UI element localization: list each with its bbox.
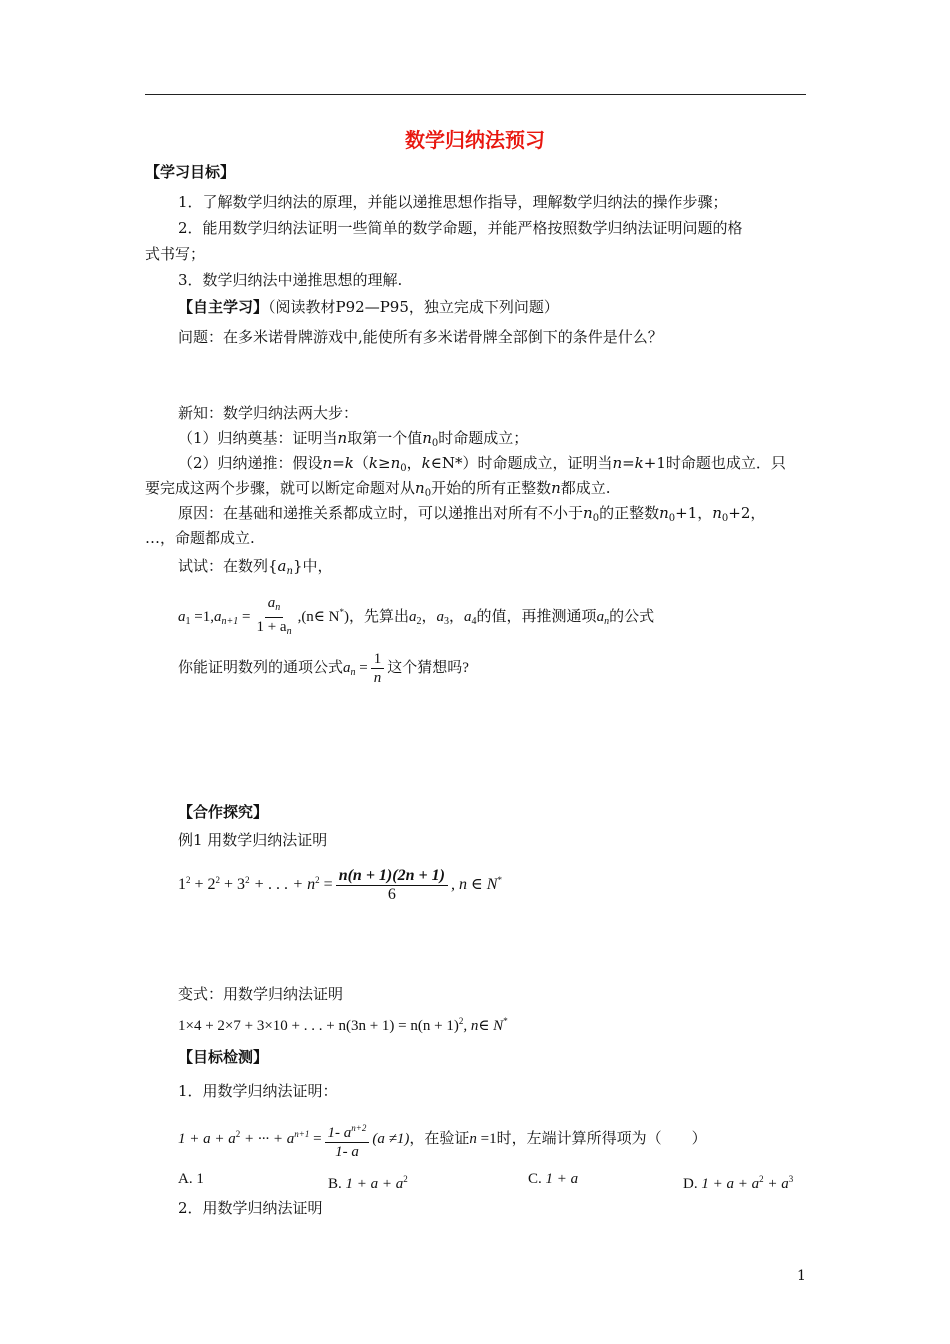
var-k: k — [368, 454, 378, 472]
step-1-text: 时命题成立； — [438, 429, 529, 447]
superscript: * — [503, 1016, 508, 1026]
fraction-denominator: 1- a — [335, 1143, 359, 1160]
math-text: + a — [763, 1176, 789, 1192]
math-text: ,(n∈ N — [297, 609, 340, 625]
fraction-numerator: n(n + 1)(2n + 1) — [336, 867, 448, 886]
subscript: 0 — [668, 513, 676, 524]
step-1-text: 取第一个值 — [347, 429, 423, 447]
try-intro — [178, 556, 333, 582]
math-text: + ··· + a — [240, 1131, 295, 1147]
example-1-label: 例1 用数学归纳法证明 — [178, 831, 328, 849]
try-text: 试试：在数列{ — [178, 557, 278, 575]
superscript: 2 — [403, 1174, 408, 1184]
superscript: 2 — [235, 1129, 241, 1139]
math-text: , n ∈ N — [450, 876, 498, 893]
variant-formula — [178, 1011, 508, 1036]
recurrence-fraction — [253, 594, 294, 641]
reason — [178, 503, 765, 529]
option-a: A. 1 — [178, 1171, 204, 1187]
cooperate-heading: 【合作探究】 — [178, 803, 269, 821]
superscript: 2 — [245, 875, 250, 885]
math-text: = — [309, 1131, 322, 1147]
math-text: 1 + a + a — [701, 1176, 760, 1192]
superscript: 3 — [788, 1174, 794, 1184]
math-text: 1×4 + 2×7 + 3×10 + . . . + n(3n + 1) = n(n + 1) — [178, 1018, 459, 1034]
fraction-denominator — [253, 618, 294, 641]
step-2-text: ≥ — [377, 454, 391, 472]
prove-text: 这个猜想吗? — [387, 660, 469, 676]
math-text: ) — [344, 609, 349, 625]
superscript: * — [339, 607, 344, 617]
sum-of-squares-fraction — [336, 867, 448, 904]
step-2-text: （ — [353, 454, 369, 472]
superscript: n+2 — [351, 1122, 367, 1133]
geometric-sum-fraction — [325, 1119, 370, 1161]
question-2-label: 2．用数学归纳法证明 — [178, 1199, 323, 1217]
goal-item-2-cont: 式书写； — [145, 245, 206, 263]
step-1-text: （1）归纳奠基：证明当 — [178, 429, 338, 447]
math-text: (a ≠1) — [372, 1131, 410, 1147]
step-2-text: ， — [406, 454, 422, 472]
subscript: 1 — [185, 616, 191, 627]
subscript: n — [604, 616, 610, 627]
superscript: * — [497, 875, 502, 885]
superscript: 2 — [186, 875, 191, 885]
math-text: 1 + a + a — [178, 1131, 236, 1147]
math-text: 1 + a — [545, 1171, 579, 1187]
step-1 — [178, 428, 528, 454]
var-a: a — [213, 609, 222, 625]
fraction-numerator — [265, 594, 284, 618]
option-label: C. — [528, 1171, 542, 1187]
check-heading: 【目标检测】 — [178, 1048, 269, 1066]
seq-text: ， — [449, 609, 465, 625]
fraction-numerator: 1 — [371, 650, 385, 669]
var-nk: n=k — [322, 454, 354, 472]
var-n: n — [551, 479, 561, 497]
seq-text: ， — [421, 609, 437, 625]
subscript: 0 — [431, 438, 439, 449]
var-a: a — [277, 557, 287, 575]
math-text: 1- a — [327, 1124, 352, 1141]
question-text: =1时，左端计算所得项为（ ） — [476, 1131, 707, 1147]
option-b — [328, 1169, 408, 1194]
subscript: 0 — [721, 513, 729, 524]
math-text: , n∈ N — [463, 1018, 504, 1034]
self-study-line — [178, 297, 559, 317]
var-n: n — [337, 429, 348, 447]
subscript: 2 — [416, 616, 422, 627]
try-text: }中， — [292, 557, 333, 575]
subscript: n+1 — [221, 616, 239, 627]
math-text: = — [319, 876, 333, 893]
question-1-label: 1．用数学归纳法证明： — [178, 1082, 338, 1100]
example-1-formula — [178, 858, 502, 907]
var-k: k — [421, 454, 431, 472]
goals-heading: 【学习目标】 — [145, 163, 236, 181]
step-2-text: 要完成这两个步骤，就可以断定命题对从 — [145, 479, 416, 497]
subscript: 3 — [444, 616, 450, 627]
superscript: 2 — [215, 875, 221, 885]
math-text: 1 — [178, 876, 186, 893]
reason-text: 的正整数 — [599, 504, 660, 522]
prove-formula-line — [178, 648, 469, 693]
reason-text: 原因：在基础和递推关系都成立时，可以递推出对所有不小于 — [178, 504, 584, 522]
goal-item-1: 1．了解数学归纳法的原理，并能以递推思想作指导，理解数学归纳法的操作步骤； — [178, 193, 728, 211]
math-text: + 2 — [190, 876, 216, 893]
math-text: = — [238, 609, 251, 625]
superscript: 2 — [315, 875, 320, 885]
page-title: 数学归纳法预习 — [405, 128, 545, 152]
goal-item-2: 2．能用数学归纳法证明一些简单的数学命题，并能严格按照数学归纳法证明问题的格 — [178, 219, 743, 237]
general-term-fraction — [371, 650, 385, 687]
fraction-numerator — [325, 1119, 370, 1143]
prove-text: 你能证明数列的通项公式 — [178, 660, 344, 676]
var-n0: n — [583, 504, 593, 522]
step-2 — [178, 453, 786, 479]
question-1-formula — [178, 1114, 707, 1161]
step-2-text: 开始的所有正整数 — [431, 479, 552, 497]
fraction-denominator: 6 — [387, 885, 396, 903]
math-text: = — [355, 660, 368, 676]
math-text: + . . . + n — [249, 876, 316, 893]
subscript: n — [275, 602, 281, 614]
domino-question: 问题：在多米诺骨牌游戏中,能使所有多米诺骨牌全部倒下的条件是什么？ — [178, 328, 663, 346]
new-knowledge: 新知：数学归纳法两大步： — [178, 404, 359, 422]
variant-label: 变式：用数学归纳法证明 — [178, 985, 344, 1003]
var-a: a — [267, 595, 276, 612]
var-a: a — [436, 609, 445, 625]
option-c — [528, 1169, 578, 1189]
var-a: a — [343, 660, 351, 676]
step-2-text: 都成立. — [560, 479, 611, 497]
reason-cont: …，命题都成立. — [145, 529, 255, 547]
var-n0: n — [390, 454, 401, 472]
math-text: + 3 — [220, 876, 246, 893]
var-n0: n — [659, 504, 669, 522]
fraction-denominator: n — [373, 670, 382, 687]
subscript: 4 — [471, 616, 477, 627]
header-rule — [145, 94, 806, 95]
reason-text: +1， — [675, 504, 713, 522]
question-text: ，在验证 — [409, 1131, 470, 1147]
superscript: 2 — [458, 1016, 464, 1026]
step-2-cont — [145, 478, 611, 504]
subscript: n — [286, 626, 292, 638]
sequence-definition — [178, 592, 654, 642]
self-study-heading: 【自主学习】 — [178, 298, 269, 316]
math-text: =1, — [190, 609, 214, 625]
var-a: a — [409, 609, 417, 625]
superscript: 2 — [759, 1174, 764, 1184]
step-2-text: （2）归纳递推：假设 — [178, 454, 323, 472]
subscript: 0 — [592, 513, 600, 524]
goal-item-3: 3．数学归纳法中递推思想的理解. — [178, 271, 403, 289]
option-label: B. — [328, 1176, 342, 1192]
option-d — [683, 1169, 793, 1194]
page-number: 1 — [797, 1268, 806, 1284]
subscript: 0 — [424, 488, 432, 499]
var-a: a — [178, 609, 186, 625]
option-label: D. — [683, 1176, 698, 1192]
var-a: a — [464, 609, 472, 625]
superscript: n+1 — [294, 1129, 310, 1139]
var-a: a — [596, 609, 605, 625]
reason-text: +2， — [728, 504, 766, 522]
self-study-note: （阅读教材P92—P95，独立完成下列问题） — [268, 298, 559, 316]
subscript: 0 — [400, 463, 407, 474]
var-nk: n=k — [612, 454, 644, 472]
math-text: 1 + a — [256, 619, 287, 636]
seq-text: ，先算出 — [349, 609, 410, 625]
seq-text: 的值，再推测通项 — [476, 609, 597, 625]
step-2-text: +1时命题也成立．只 — [643, 454, 786, 472]
step-2-text: ∈N*）时命题成立，证明当 — [430, 454, 613, 472]
math-text: 1 + a + a — [345, 1176, 404, 1192]
var-n0: n — [415, 479, 425, 497]
seq-text: 的公式 — [609, 609, 655, 625]
var-n: n — [469, 1131, 477, 1147]
var-n0: n — [422, 429, 432, 447]
subscript: n — [286, 566, 293, 577]
var-n0: n — [712, 504, 722, 522]
subscript: n — [350, 667, 356, 678]
